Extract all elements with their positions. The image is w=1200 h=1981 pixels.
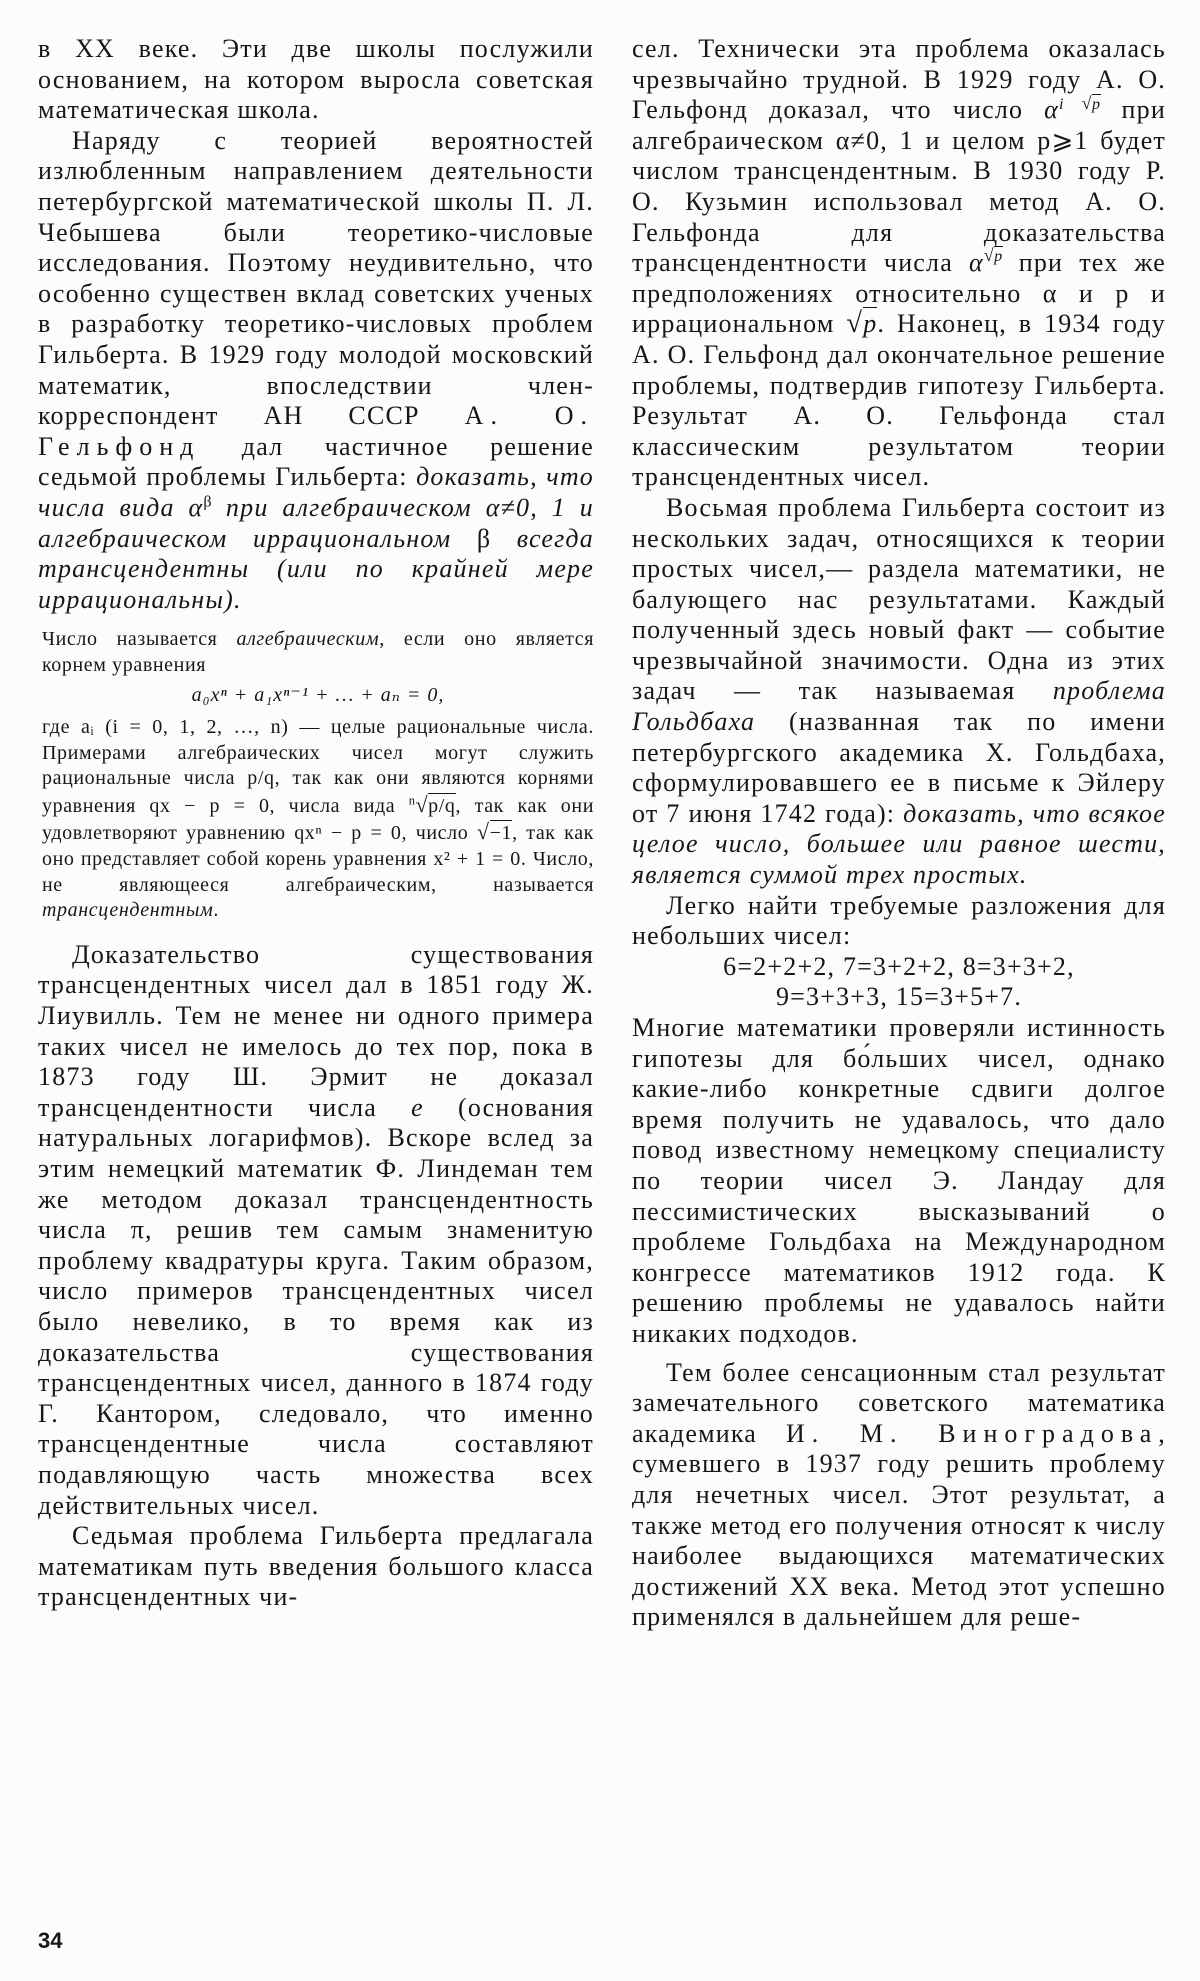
footnote-algebraic-definition: [42, 627, 594, 924]
paragraph-text: Наряду с теорией вероятностей излюбленным направлением деятельности петербургской математической школы П. Л. Чебышева были теоретико-числовые исследования. Поэтому неудивительно, что особенно существен вклад советских ученых в разработку теоретико-числовых проблем Гильберта. В 1929 году молодой московский математик, впоследствии член-корреспондент АН СССР: [38, 125, 594, 431]
italic-statement: при алгебраическом α≠0, 1 и алгебраическом иррациональном: [38, 492, 594, 553]
square-root-minus-one: √−1: [476, 819, 513, 845]
paragraph-seventh-problem-intro: Седьмая проблема Гильберта предлагала математикам путь введения большого класса трансцендентных чи-: [38, 1521, 594, 1612]
polynomial-equation: a₀xⁿ + a₁xⁿ⁻¹ + … + aₙ = 0,: [191, 684, 445, 707]
formula-alpha-power-beta: $\alpha^\beta$: [188, 492, 213, 522]
paragraph-vinogradov: Тем более сенсационным стал результат замечательного советского математика академика И. М. Виноградова, сумевшего в 1937 году решить проблему для нечетных чисел. Этот результат, а также метод его получения относят к числу наиболее выдающихся математических достижений XX века. Метод этот успешно применялся в дальнейшем для реше-: [632, 1357, 1166, 1632]
paragraph-landau: Многие математики проверяли истинность гипотезы для бо́льших чисел, однако какие-либо конкретные сдвиги долгое время получить не удавалось, что дало повод известному немецкому специалисту по теории чисел Э. Ландау для пессимистических высказываний о проблеме Гольдбаха на Международном конгрессе математиков 1912 года. К решению проблемы не удавалось найти никаких подходов.: [632, 1013, 1166, 1348]
paragraph-gelfond-result: сел. Технически эта проблема оказалась чрезвычайно трудной. В 1929 году А. О. Гельфонд доказал, что число $\alpha^{i √p}$ при алгебраическом α≠0, 1 и целом p⩾1 будет числом трансцендентным. В 1930 году Р. О. Кузьмин использовал метод А. О. Гельфонда для доказательства трансцендентности числа $\alpha^{√p}$ при тех же предположениях относительно α и p и иррациональном √p. Наконец, в 1934 году А. О. Гельфонд дал окончательное решение проблемы, подтвердив гипотезу Гильберта. Результат А. О. Гельфонда стал классическим результатом теории трансцендентных чисел.: [632, 34, 1167, 492]
paragraph-continuation: в XX веке. Эти две школы послужили основанием, на котором выросла советская математическая школа.: [38, 34, 594, 125]
person-name-vinogradov: И. М. Виноградова: [785, 1418, 1159, 1448]
term-algebraic: алгебраическим: [236, 628, 380, 651]
term-transcendental: трансцендентным: [42, 899, 214, 922]
page-number: 34: [38, 1928, 63, 1953]
paragraph-liouville: Доказательство существования трансцендентных чисел дал в 1851 году Ж. Лиувилль. Тем не менее ни одного примера таких чисел не имелось до тех пор, пока в 1873 году Ш. Эрмит не доказал трансцендентности числа e (основания натуральных логарифмов). Вскоре вслед за этим немецкий математик Ф. Линдеман тем же методом доказал трансцендентность числа π, решив тем самым знаменитую проблему квадратуры круга. Таким образом, число примеров трансцендентных чисел было невелико, в то время как из доказательства существования трансцендентных чисел, данного в 1874 году Г. Кантором, следовало, что именно трансцендентные числа составляют подавляющую часть множества всех действительных чисел.: [38, 939, 594, 1520]
decomposition-line-2: 9=3+3+3, 15=3+5+7.: [775, 982, 1023, 1012]
beta-symbol: β: [476, 523, 492, 553]
formula-root-p: √p: [846, 308, 878, 340]
italic-statement: доказать, что всякое целое число, большее или равное шести, является суммой трех простых.: [632, 798, 1166, 890]
note-intro: Число называется алгебраическим, если оно является корнем уравнения: [42, 628, 594, 676]
nth-root-p-over-q: $^n$√p/q: [408, 791, 456, 817]
paragraph-text: дал частичное решение седьмой проблемы Гильберта:: [38, 431, 594, 492]
left-column: [38, 34, 594, 1613]
italic-statement: всегда трансцендентны (или по крайней мере иррациональны).: [38, 523, 594, 614]
note-body: где aᵢ (i = 0, 1, 2, …, n) — целые рациональные числа. Примерами алгебраических чисел могут служить рациональные числа p/q, так как они являются корнями уравнения qx − p = 0, числа вида $^n$√p/q, так как они удовлетворяют уравнению qxⁿ − p = 0, число √−1, так как оно представляет собой корень уравнения x² + 1 = 0. Число, не являющееся алгебраическим, называется трансцендентным.: [42, 716, 595, 922]
paragraph-eighth-problem: Восьмая проблема Гильберта состоит из нескольких задач, относящихся к теории простых чисел,— раздела математики, не балующего нас результатами. Каждый полученный здесь новый факт — событие чрезвычайной значимости. Одна из этих задач — так называемая проблема Гольдбаха (названная так по имени петербургского академика Х. Гольдбаха, сформулировавшего ее в письме к Эйлеру от 7 июня 1742 года): доказать, что всякое целое число, большее или равное шести, является суммой трех простых.: [632, 492, 1166, 890]
formula-alpha-power-root-p: $\alpha^{√p}$: [969, 245, 1003, 278]
paragraph-seventh-problem: [38, 126, 594, 616]
person-name-gelfond: А. О. Гельфонд: [38, 401, 594, 461]
formula-alpha-power-i-root-p: $\alpha^{i √p}$: [1044, 92, 1101, 125]
paragraph-decompositions-intro: Легко найти требуемые разложения для небольших чисел:: [632, 890, 1166, 951]
italic-statement: доказать, что числа вида: [38, 462, 594, 522]
decomposition-line-1: 6=2+2+2, 7=3+2+2, 8=3+3+2,: [723, 951, 1075, 981]
right-column: [632, 34, 1166, 1633]
term-goldbach-problem: проблема Гольдбаха: [632, 676, 1166, 737]
symbol-e: e: [411, 1092, 424, 1122]
